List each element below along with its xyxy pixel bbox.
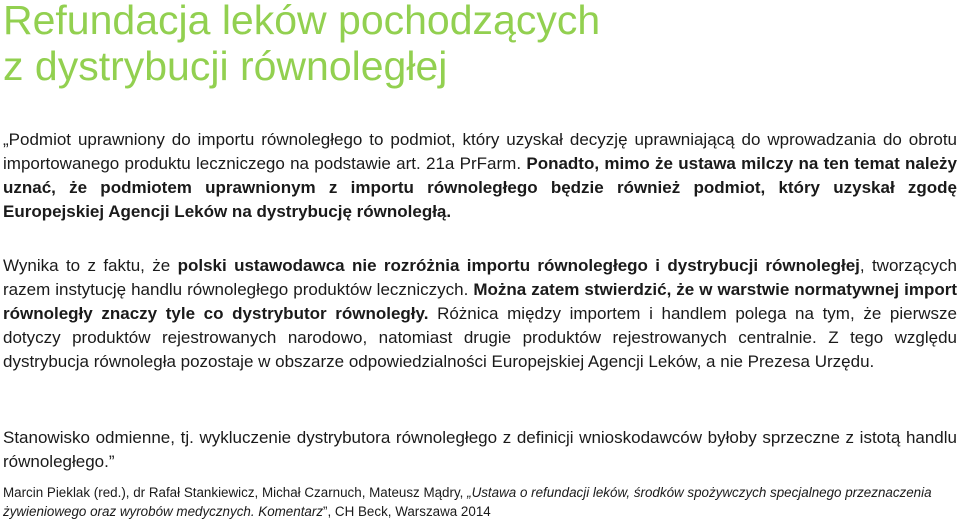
quote-paragraph-2	[3, 254, 957, 374]
quote-paragraph-1-bold: Ponadto, mimo że ustawa milczy na ten temat należy uznać, że podmiotem uprawnionym z importu równoległego będzie również podmiot, który uzyskał zgodę Europejskiej Agencji Leków na dystrybucję równoległą.	[3, 154, 957, 221]
citation-title: „Ustawa o refundacji leków, środków spożywczych specjalnego przeznaczenia żywieniowego oraz wyrobów medycznych. Komentarz	[3, 485, 932, 519]
citation-authors: Marcin Pieklak (red.), dr Rafał Stankiewicz, Michał Czarnuch, Mateusz Mądry,	[3, 485, 468, 500]
quote-paragraph-2-part-3: , tworzących razem instytucję handlu równoległego produktów leczniczych.	[3, 256, 957, 299]
quote-paragraph-1-normal: „Podmiot uprawniony do importu równoległego to podmiot, który uzyskał decyzję uprawniającą do wprowadzania do obrotu importowanego produktu leczniczego na podstawie art. 21a PrFarm.	[3, 130, 957, 173]
quote-paragraph-2-part-5: Różnica między importem i handlem polega na tym, że pierwsze dotyczy produktów rejestrowanych narodowo, natomiast drugie produktów rejestrowanych centralnie. Z tego względu dystrybucja równoległa pozostaje w obszarze odpowiedzialności Europejskiej Agencji Leków, a nie Prezesa Urzędu.	[3, 304, 957, 371]
quote-paragraph-2-part-1: Wynika to z faktu, że	[3, 256, 178, 275]
quote-paragraph-2-part-4: Można zatem stwierdzić, że w warstwie normatywnej import równoległy znaczy tyle co dystrybutor równoległy.	[3, 280, 958, 323]
source-citation	[3, 483, 957, 521]
title-line-1: Refundacja leków pochodzących	[3, 0, 601, 43]
title-line-2: z dystrybucji równoległej	[3, 43, 448, 89]
quote-paragraph-1	[3, 128, 957, 224]
quote-paragraph-3: Stanowisko odmienne, tj. wykluczenie dystrybutora równoległego z definicji wnioskodawców byłoby sprzeczne z istotą handlu równoległego.”	[3, 428, 957, 471]
citation-publisher: ”, CH Beck, Warszawa 2014	[323, 504, 491, 519]
slide-title	[3, 0, 957, 89]
quote-paragraph-2-part-2: polski ustawodawca nie rozróżnia importu równoległego i dystrybucji równoległej	[177, 256, 860, 275]
